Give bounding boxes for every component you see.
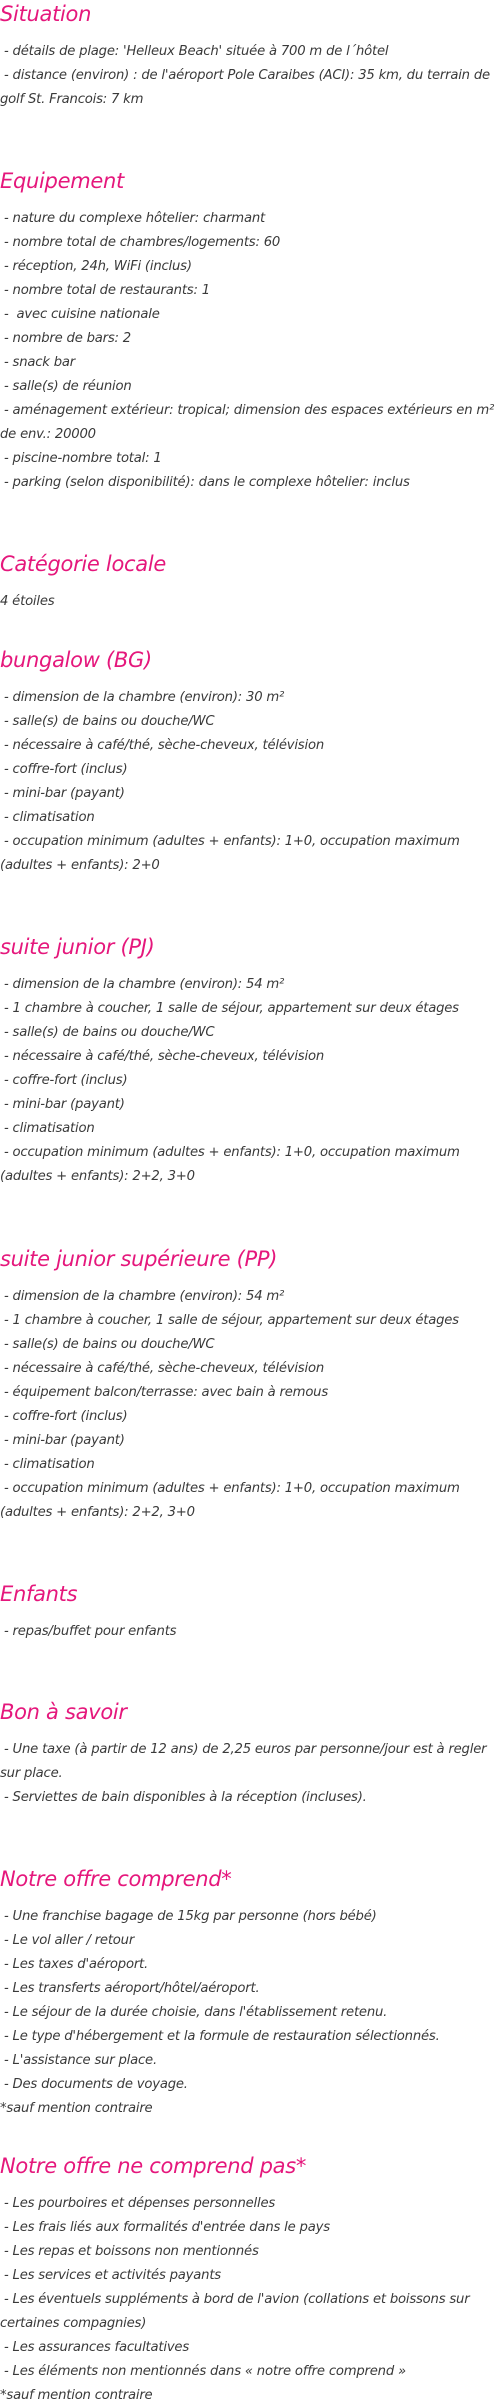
section-title: Catégorie locale <box>0 552 166 576</box>
list-item: - Les pourboires et dépenses personnelles <box>0 2196 276 2211</box>
list-item: - climatisation <box>0 1121 95 1136</box>
section-offre-comprend <box>0 1865 500 2121</box>
section-title: suite junior supérieure (PP) <box>0 1247 278 1271</box>
section-title: Enfants <box>0 1582 78 1606</box>
list-item: - dimension de la chambre (environ): 54 m² <box>0 977 285 992</box>
list-item: - Des documents de voyage. <box>0 2077 188 2092</box>
section-title: Notre offre ne comprend pas* <box>0 2154 307 2178</box>
list-item: - Le type d'hébergement et la formule de restauration sélectionnés. <box>0 2029 440 2044</box>
list-item: - 1 chambre à coucher, 1 salle de séjour, appartement sur deux étages <box>0 1313 459 1328</box>
list-item: - distance (environ) : de l'aéroport Pole Caraibes (ACI): 35 km, du terrain de golf St. Francois: 7 km <box>0 68 494 107</box>
list-item: - Les éléments non mentionnés dans « notre offre comprend » <box>0 2364 406 2379</box>
section-lines <box>0 2192 500 2408</box>
list-item: *sauf mention contraire <box>0 2388 153 2403</box>
section-enfants <box>0 1580 500 1644</box>
section-suite-junior <box>0 933 500 1189</box>
list-item: - salle(s) de bains ou douche/WC <box>0 1025 215 1040</box>
section-title: Notre offre comprend* <box>0 1867 232 1891</box>
section-suite-superieure <box>0 1245 500 1525</box>
section-lines <box>0 686 500 878</box>
section-title: suite junior (PJ) <box>0 935 155 959</box>
section-lines <box>0 590 500 614</box>
section-offre-ne-comprend-pas <box>0 2152 500 2408</box>
list-item: - 1 chambre à coucher, 1 salle de séjour, appartement sur deux étages <box>0 1001 459 1016</box>
list-item: - Les transferts aéroport/hôtel/aéroport. <box>0 1981 260 1996</box>
list-item: - snack bar <box>0 355 76 370</box>
section-lines <box>0 40 500 112</box>
section-title: Situation <box>0 2 92 26</box>
section-categorie <box>0 550 500 614</box>
list-item: - Les repas et boissons non mentionnés <box>0 2244 259 2259</box>
list-item: - Les frais liés aux formalités d'entrée dans le pays <box>0 2220 330 2235</box>
section-lines <box>0 1620 500 1644</box>
list-item: - L'assistance sur place. <box>0 2053 157 2068</box>
list-item: - dimension de la chambre (environ): 54 m² <box>0 1289 285 1304</box>
list-item: - Une taxe (à partir de 12 ans) de 2,25 euros par personne/jour est à regler sur place. <box>0 1742 491 1781</box>
list-item: - détails de plage: 'Helleux Beach' située à 700 m de l´hôtel <box>0 44 389 59</box>
list-item: - occupation minimum (adultes + enfants): 1+0, occupation maximum (adultes + enfants): 2+2, 3+0 <box>0 1145 464 1184</box>
section-title: bungalow (BG) <box>0 648 152 672</box>
section-bon-a-savoir <box>0 1698 500 1810</box>
list-item: - Une franchise bagage de 15kg par personne (hors bébé) <box>0 1909 377 1924</box>
list-item: - salle(s) de réunion <box>0 379 132 394</box>
list-item: - coffre-fort (inclus) <box>0 1073 128 1088</box>
section-bungalow <box>0 646 500 878</box>
list-item: - nombre total de chambres/logements: 60 <box>0 235 281 250</box>
section-lines <box>0 1285 500 1525</box>
list-item: - nombre de bars: 2 <box>0 331 131 346</box>
list-item: - coffre-fort (inclus) <box>0 762 128 777</box>
list-item: - nécessaire à café/thé, sèche-cheveux, télévision <box>0 1049 324 1064</box>
list-item: - mini-bar (payant) <box>0 1433 125 1448</box>
list-item: - occupation minimum (adultes + enfants): 1+0, occupation maximum (adultes + enfants): 2+2, 3+0 <box>0 1481 464 1520</box>
list-item: - Serviettes de bain disponibles à la réception (incluses). <box>0 1790 367 1805</box>
list-item: - dimension de la chambre (environ): 30 m² <box>0 690 285 705</box>
list-item: - Les services et activités payants <box>0 2268 221 2283</box>
list-item: - Les taxes d'aéroport. <box>0 1957 149 1972</box>
list-item: - occupation minimum (adultes + enfants): 1+0, occupation maximum (adultes + enfants): 2+0 <box>0 834 464 873</box>
section-title: Bon à savoir <box>0 1700 127 1724</box>
list-item: - réception, 24h, WiFi (inclus) <box>0 259 192 274</box>
list-item: - Le vol aller / retour <box>0 1933 135 1948</box>
list-item: - salle(s) de bains ou douche/WC <box>0 714 215 729</box>
list-item: - salle(s) de bains ou douche/WC <box>0 1337 215 1352</box>
list-item: - parking (selon disponibilité): dans le complexe hôtelier: inclus <box>0 475 410 490</box>
list-item: - piscine-nombre total: 1 <box>0 451 162 466</box>
list-item: - coffre-fort (inclus) <box>0 1409 128 1424</box>
list-item: - nécessaire à café/thé, sèche-cheveux, télévision <box>0 738 324 753</box>
list-item: - Les assurances facultatives <box>0 2340 190 2355</box>
section-equipement <box>0 167 500 495</box>
section-lines <box>0 973 500 1189</box>
list-item: *sauf mention contraire <box>0 2101 153 2116</box>
list-item: - mini-bar (payant) <box>0 786 125 801</box>
list-item: - climatisation <box>0 1457 95 1472</box>
section-title: Equipement <box>0 169 124 193</box>
list-item: - repas/buffet pour enfants <box>0 1624 177 1639</box>
section-lines <box>0 1738 500 1810</box>
section-lines <box>0 207 500 495</box>
list-item: - équipement balcon/terrasse: avec bain à remous <box>0 1385 329 1400</box>
list-item: - Les éventuels suppléments à bord de l'avion (collations et boissons sur certaines compagnies) <box>0 2292 474 2331</box>
section-situation <box>0 0 500 112</box>
list-item: - Le séjour de la durée choisie, dans l'établissement retenu. <box>0 2005 388 2020</box>
list-item: 4 étoiles <box>0 594 55 609</box>
list-item: - nature du complexe hôtelier: charmant <box>0 211 265 226</box>
list-item: - climatisation <box>0 810 95 825</box>
list-item: - nombre total de restaurants: 1 <box>0 283 210 298</box>
list-item: - aménagement extérieur: tropical; dimension des espaces extérieurs en m² de env.: 20000 <box>0 403 499 442</box>
list-item: - nécessaire à café/thé, sèche-cheveux, télévision <box>0 1361 324 1376</box>
list-item: - mini-bar (payant) <box>0 1097 125 1112</box>
list-item: - avec cuisine nationale <box>0 307 160 322</box>
section-lines <box>0 1905 500 2121</box>
